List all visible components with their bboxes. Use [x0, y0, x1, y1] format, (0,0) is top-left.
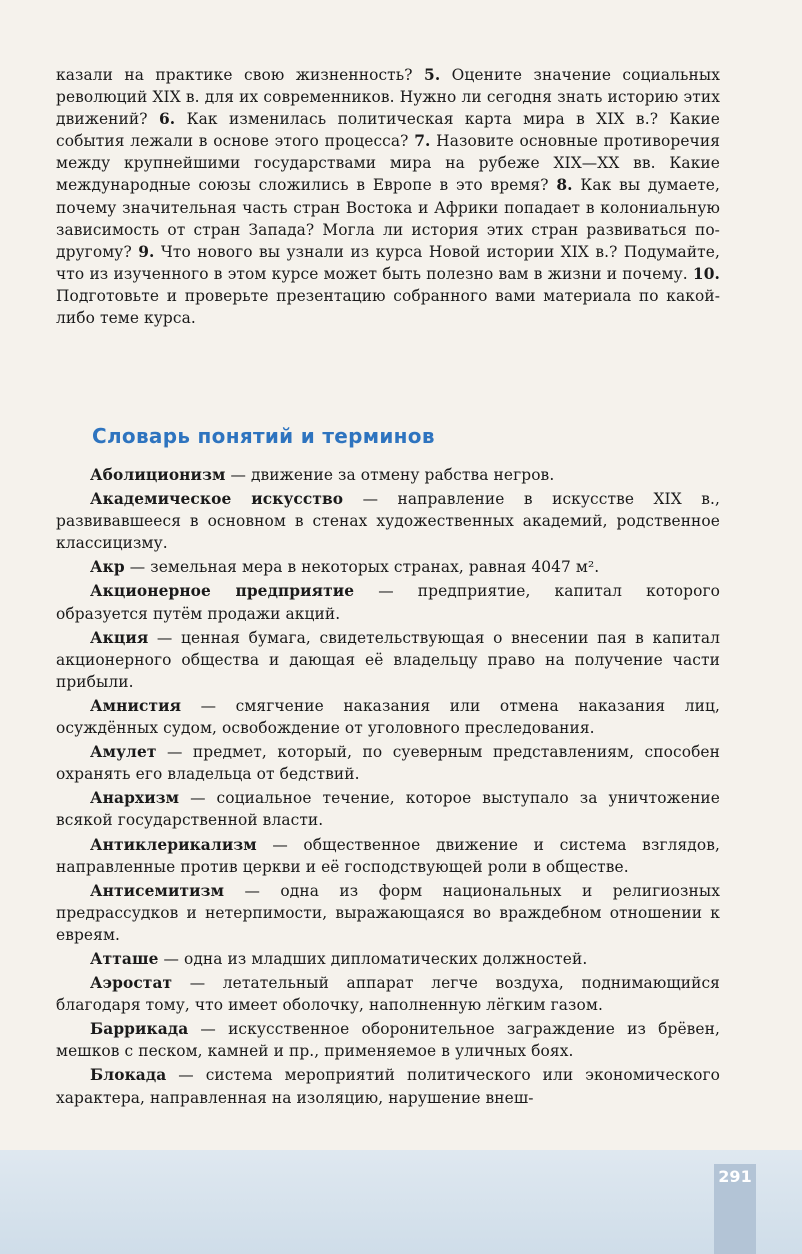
glossary-term: Аболиционизм: [90, 466, 226, 484]
glossary-term: Атташе: [90, 949, 159, 968]
glossary-definition: — смягчение наказания или отмена наказания лиц, осуждённых судом, освобождение от уголовного преследования.: [56, 696, 720, 738]
glossary-term: Антиклерикализм: [90, 835, 257, 854]
glossary-term: Академическое искусство: [90, 490, 344, 509]
glossary-definition: — направление в искусстве XIX в., развивавшееся в основном в стенах художественных академий, родственное классицизму.: [56, 490, 720, 553]
question-number: 6.: [158, 110, 176, 129]
glossary-entry: [56, 1064, 720, 1108]
question-text: казали на практике свою жизненность?: [56, 66, 425, 84]
glossary-entry: [56, 741, 720, 785]
bottom-color-band: [0, 1150, 802, 1254]
question-text: Как изменилась политическая карта мира в XIX в.? Какие события лежали в основе этого процесса?: [56, 110, 720, 151]
glossary-term: Баррикада: [90, 1020, 189, 1039]
glossary-entry: [56, 972, 720, 1016]
glossary-entry: [56, 787, 720, 831]
question-number: 5.: [424, 66, 441, 84]
glossary-entry: [56, 1018, 720, 1062]
glossary-definition: — ценная бумага, свидетельствующая о внесении пая в капитал акционерного общества и дающая её владельцу право на получение части прибыли.: [56, 628, 720, 691]
glossary-definition: — предприятие, капитал которого образуется путём продажи акций.: [56, 582, 720, 623]
glossary-entry: [56, 580, 720, 624]
glossary-term: Акр: [90, 558, 125, 577]
glossary-definition: — система мероприятий политического или экономического характера, направленная на изоляцию, нарушение внеш-: [56, 1066, 720, 1107]
glossary-definition: — одна из младших дипломатических должностей.: [158, 949, 588, 968]
review-questions: [56, 64, 720, 329]
glossary-entry: [56, 627, 720, 693]
glossary-definition: — предмет, который, по суеверным представлениям, способен охранять его владельца от бедствий.: [56, 743, 720, 784]
glossary-definition: — движение за отмену рабства негров.: [225, 466, 555, 484]
glossary-term: Амнистия: [90, 696, 182, 715]
glossary-definition: — земельная мера в некоторых странах, равная 4047 м².: [124, 558, 600, 577]
question-text: Подготовьте и проверьте презентацию собранного вами материала по какой-либо теме курса.: [56, 286, 720, 328]
glossary-entry: [56, 948, 720, 970]
glossary-term: Аэростат: [90, 974, 173, 993]
glossary-entry: [56, 834, 720, 878]
question-text: Назовите основные противоречия между крупнейшими государствами мира на рубеже XIX—XX вв. Какие международные союзы сложились в Европе в это время?: [56, 132, 720, 195]
question-text: Оцените значение социальных революций XIX в. для их современников. Нужно ли сегодня знать историю этих движений?: [56, 66, 720, 129]
glossary-definition: — социальное течение, которое выступало за уничтожение всякой государственной власти.: [56, 789, 720, 830]
glossary-entry: [56, 488, 720, 554]
glossary-term: Амулет: [90, 743, 157, 762]
question-text: Что нового вы узнали из курса Новой истории XIX в.? Подумайте, что из изученного в этом курсе может быть полезно вам в жизни и почему.: [56, 242, 720, 283]
glossary-entry: [56, 880, 720, 946]
glossary-definition: — летательный аппарат легче воздуха, поднимающийся благодаря тому, что имеет оболочку, наполненную лёгким газом.: [56, 974, 720, 1015]
glossary-term: Блокада: [90, 1066, 167, 1085]
glossary-definition: — искусственное оборонительное заграждение из брёвен, мешков с песком, камней и пр., применяемое в уличных боях.: [56, 1020, 720, 1061]
question-number: 10.: [692, 264, 720, 283]
glossary-definition: — одна из форм национальных и религиозных предрассудков и нетерпимости, выражающаяся во враждебном отношении к евреям.: [56, 881, 720, 944]
glossary-entry: [56, 464, 720, 486]
glossary-term: Анархизм: [90, 789, 180, 808]
glossary-entry: [56, 695, 720, 739]
page-number: 291: [718, 1167, 752, 1186]
glossary-term: Акция: [90, 628, 149, 647]
question-number: 7.: [414, 132, 431, 151]
question-number: 8.: [556, 176, 573, 195]
question-number: 9.: [138, 242, 155, 261]
glossary-term: Акционерное предприятие: [90, 582, 355, 601]
glossary-entry: [56, 556, 720, 578]
glossary-term: Антисемитизм: [90, 881, 225, 900]
glossary-list: [56, 464, 720, 1111]
question-text: Как вы думаете, почему значительная часть стран Востока и Африки попадает в колониальную зависимость от стран Запада? Могла ли история этих стран развиваться по-другому?: [56, 176, 721, 261]
glossary-definition: — общественное движение и система взглядов, направленные против церкви и её господствующей роли в обществе.: [56, 835, 720, 876]
section-title: Словарь понятий и терминов: [92, 424, 435, 448]
